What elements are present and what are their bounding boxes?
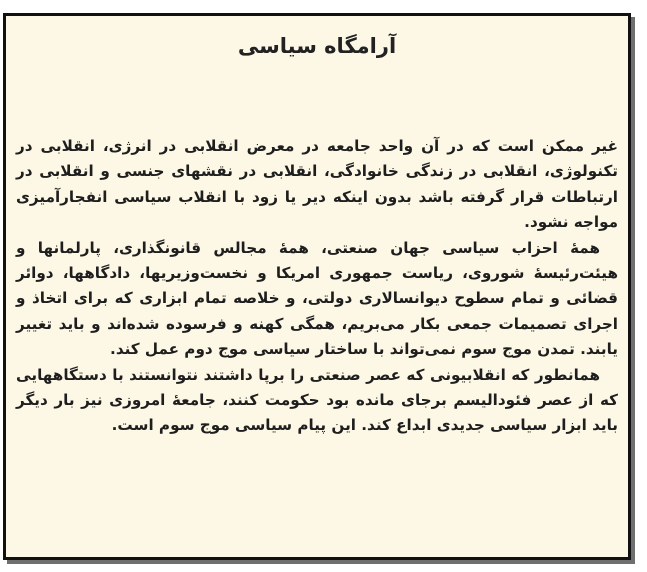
- paragraph-1: غیر ممکن است که در آن واحد جامعه در معرض انقلابی در انرژی، انقلابی در تکنولوژی، انقلابی در زندگی خانوادگی، انقلابی در نقشهای جنسی و انقلابی در ارتباطات قرار گرفته باشد بدون اینکه دیر یا زود با انقلاب سیاسی انفجارآمیزی مواجه نشود.: [16, 137, 618, 232]
- document-frame: [3, 13, 631, 560]
- page-title: آرامگاه سیاسی: [237, 34, 397, 58]
- paragraph-3: همانطور که انقلابیونی که عصر صنعتی را برپا داشتند نتوانستند با دستگاههایی که از عصر فئودالیسم برجای مانده بود حکومت کنند، جامعهٔ امروزی نیز بار دیگر باید ابزار سیاسی جدیدی ابداع کند. این پیام سیاسی موج سوم است.: [16, 365, 618, 435]
- body-text: [16, 134, 618, 439]
- paragraph-2: همهٔ احزاب سیاسی جهان صنعتی، همهٔ مجالس قانونگذاری، پارلمانها و هیئت‌رئیسهٔ شوروی، ریاست جمهوری امریکا و نخست‌وزیریها، دادگاهها، دوائر قضائی و تمام سطوح دیوانسالاری دولتی، و خلاصه تمام ابزاری که برای اتخاذ و اجرای تصمیمات جمعی بکار می‌بریم، همگی کهنه و فرسوده شده‌اند و باید تغییر یابند. تمدن موج سوم نمی‌تواند با ساختار سیاسی موج دوم عمل کند.: [16, 238, 618, 359]
